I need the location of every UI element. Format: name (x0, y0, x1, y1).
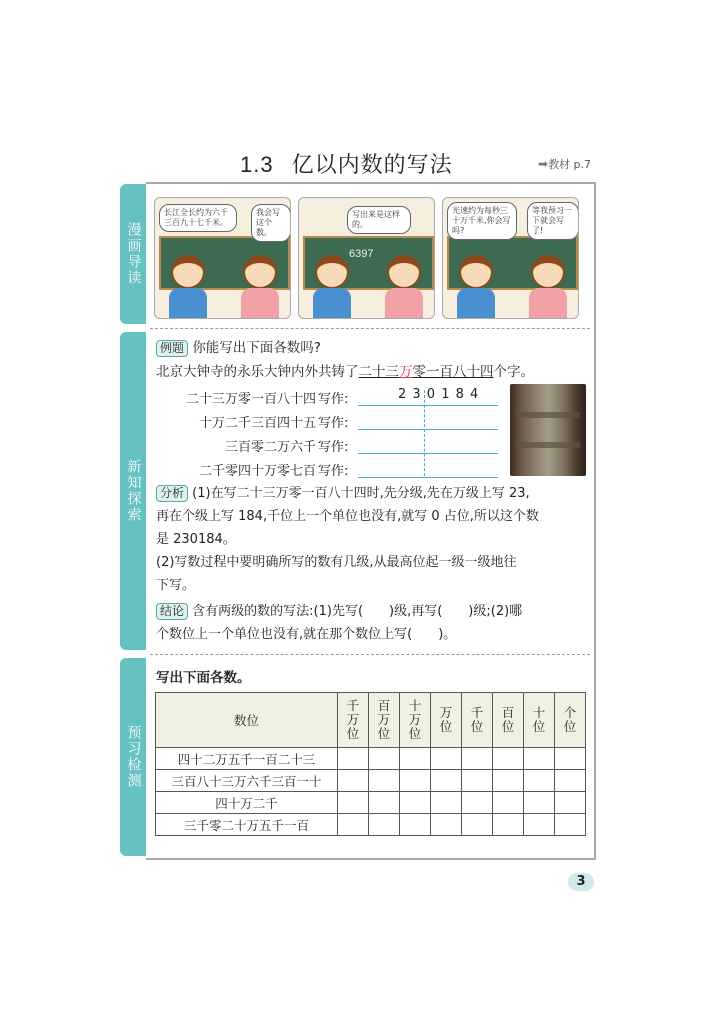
number-words: 三百零二万六千 (224, 440, 316, 455)
write-label: 写作: (318, 416, 349, 431)
section-number: 1.3 (240, 152, 274, 177)
conclusion-text: 含有两级的数的写法:(1)先写( )级,再写( )级;(2)哪 (192, 604, 523, 619)
table-cell[interactable] (400, 770, 431, 792)
example-badge: 例题 (156, 340, 188, 357)
conclusion-block (156, 600, 588, 646)
table-cell[interactable] (369, 770, 400, 792)
table-row (156, 814, 586, 836)
column-header: 个位 (555, 693, 586, 748)
page-title (240, 148, 453, 179)
sentence-part: 北京大钟寺的永乐大钟内外共铸了 (156, 364, 359, 380)
table-cell[interactable] (338, 792, 369, 814)
comic-panel-2 (298, 197, 435, 319)
column-header: 千万位 (338, 693, 369, 748)
speech-bubble: 我会写这个数。 (251, 204, 291, 242)
column-header: 百万位 (369, 693, 400, 748)
table-cell[interactable] (493, 748, 524, 770)
column-header: 十位 (524, 693, 555, 748)
level-divider (424, 390, 425, 476)
write-label: 写作: (318, 464, 349, 479)
answer-line[interactable] (358, 477, 498, 478)
table-cell[interactable] (493, 770, 524, 792)
girl-character (385, 255, 423, 318)
example-question-text: 你能写出下面各数吗? (192, 340, 321, 356)
tab-new-knowledge: 新知探索 (120, 332, 146, 650)
boy-character (313, 255, 351, 318)
table-cell[interactable] (555, 792, 586, 814)
section-title: 亿以内数的写法 (291, 153, 453, 178)
table-cell[interactable] (400, 792, 431, 814)
speech-bubble: 写出来是这样的。 (347, 206, 411, 234)
table-cell[interactable] (493, 792, 524, 814)
analysis-badge: 分析 (156, 485, 188, 502)
tab-preview: 预习检测 (120, 658, 146, 856)
row-label: 三千零二十万五千一百 (156, 814, 338, 836)
table-cell[interactable] (338, 770, 369, 792)
bell-photo (510, 384, 586, 476)
table-cell[interactable] (369, 814, 400, 836)
table-cell[interactable] (431, 814, 462, 836)
section-divider (150, 654, 590, 655)
write-label: 写作: (318, 392, 349, 407)
example-sentence (156, 360, 534, 380)
analysis-text: 是 230184。 (156, 532, 236, 547)
table-cell[interactable] (338, 748, 369, 770)
table-cell[interactable] (338, 814, 369, 836)
conclusion-text: 个数位上一个单位也没有,就在那个数位上写( )。 (156, 627, 457, 642)
page-number: 3 (568, 873, 594, 891)
analysis-block (156, 482, 588, 597)
row-label: 三百八十三万六千三百一十 (156, 770, 338, 792)
table-row (156, 748, 586, 770)
number-words: 十万二千三百四十五 (198, 416, 316, 431)
answer-value: 2 3 0 1 8 4 (398, 387, 480, 402)
table-cell[interactable] (555, 770, 586, 792)
speech-bubble: 光速约为每秒三十万千米,你会写吗? (447, 202, 517, 240)
textbook-reference[interactable] (538, 156, 591, 172)
row-label: 四十万二千 (156, 792, 338, 814)
example-question (156, 336, 321, 357)
table-header-label: 数位 (156, 693, 338, 748)
table-cell[interactable] (369, 748, 400, 770)
sentence-underlined: 二十三 (358, 364, 399, 380)
column-header: 十万位 (400, 693, 431, 748)
column-header: 千位 (462, 693, 493, 748)
table-cell[interactable] (462, 814, 493, 836)
table-cell[interactable] (400, 748, 431, 770)
number-words: 二十三万零一百八十四 (185, 392, 316, 407)
table-cell[interactable] (524, 792, 555, 814)
tab-comic: 漫画导读 (120, 184, 146, 324)
table-cell[interactable] (431, 748, 462, 770)
table-cell[interactable] (369, 792, 400, 814)
table-cell[interactable] (555, 748, 586, 770)
preview-instruction: 写出下面各数。 (156, 670, 251, 686)
answer-line[interactable] (358, 405, 498, 406)
column-header: 百位 (493, 693, 524, 748)
table-cell[interactable] (524, 814, 555, 836)
sentence-highlight: 万 (399, 364, 413, 380)
girl-character (529, 255, 567, 318)
table-cell[interactable] (431, 770, 462, 792)
arrow-right-icon: ➡ (538, 157, 549, 171)
row-label: 四十二万五千一百二十三 (156, 748, 338, 770)
section-divider (150, 328, 590, 329)
table-row (156, 792, 586, 814)
sentence-part: 个字。 (493, 364, 534, 380)
table-cell[interactable] (524, 748, 555, 770)
boy-character (457, 255, 495, 318)
textbook-reference-label: 教材 p.7 (548, 158, 592, 171)
table-cell[interactable] (431, 792, 462, 814)
table-row (156, 770, 586, 792)
speech-bubble: 等我预习一下就会写了! (527, 202, 579, 240)
blackboard-number: 6397 (349, 248, 374, 260)
analysis-text: 再在个级上写 184,千位上一个单位也没有,就写 0 占位,所以这个数 (156, 509, 539, 524)
comic-panel-1 (154, 197, 291, 319)
comic-panel-3 (442, 197, 579, 319)
conclusion-badge: 结论 (156, 603, 188, 620)
place-value-table (155, 692, 586, 836)
table-cell[interactable] (462, 748, 493, 770)
table-cell[interactable] (462, 770, 493, 792)
column-header: 万位 (431, 693, 462, 748)
table-cell[interactable] (524, 770, 555, 792)
write-label: 写作: (318, 440, 349, 455)
table-cell[interactable] (400, 814, 431, 836)
sentence-underlined: 零一百八十四 (412, 364, 494, 380)
table-cell[interactable] (462, 792, 493, 814)
answer-line[interactable] (358, 429, 498, 430)
number-words: 二千零四十万零七百 (198, 464, 316, 479)
girl-character (241, 255, 279, 318)
answer-line[interactable] (358, 453, 498, 454)
analysis-text: (2)写数过程中要明确所写的数有几级,从最高位起一级一级地往 (156, 555, 517, 570)
speech-bubble: 长江全长约为六千三百九十七千米。 (159, 204, 237, 232)
table-cell[interactable] (493, 814, 524, 836)
analysis-text: 下写。 (156, 578, 196, 593)
analysis-text: (1)在写二十三万零一百八十四时,先分级,先在万级上写 23, (192, 486, 530, 501)
boy-character (169, 255, 207, 318)
table-cell[interactable] (555, 814, 586, 836)
